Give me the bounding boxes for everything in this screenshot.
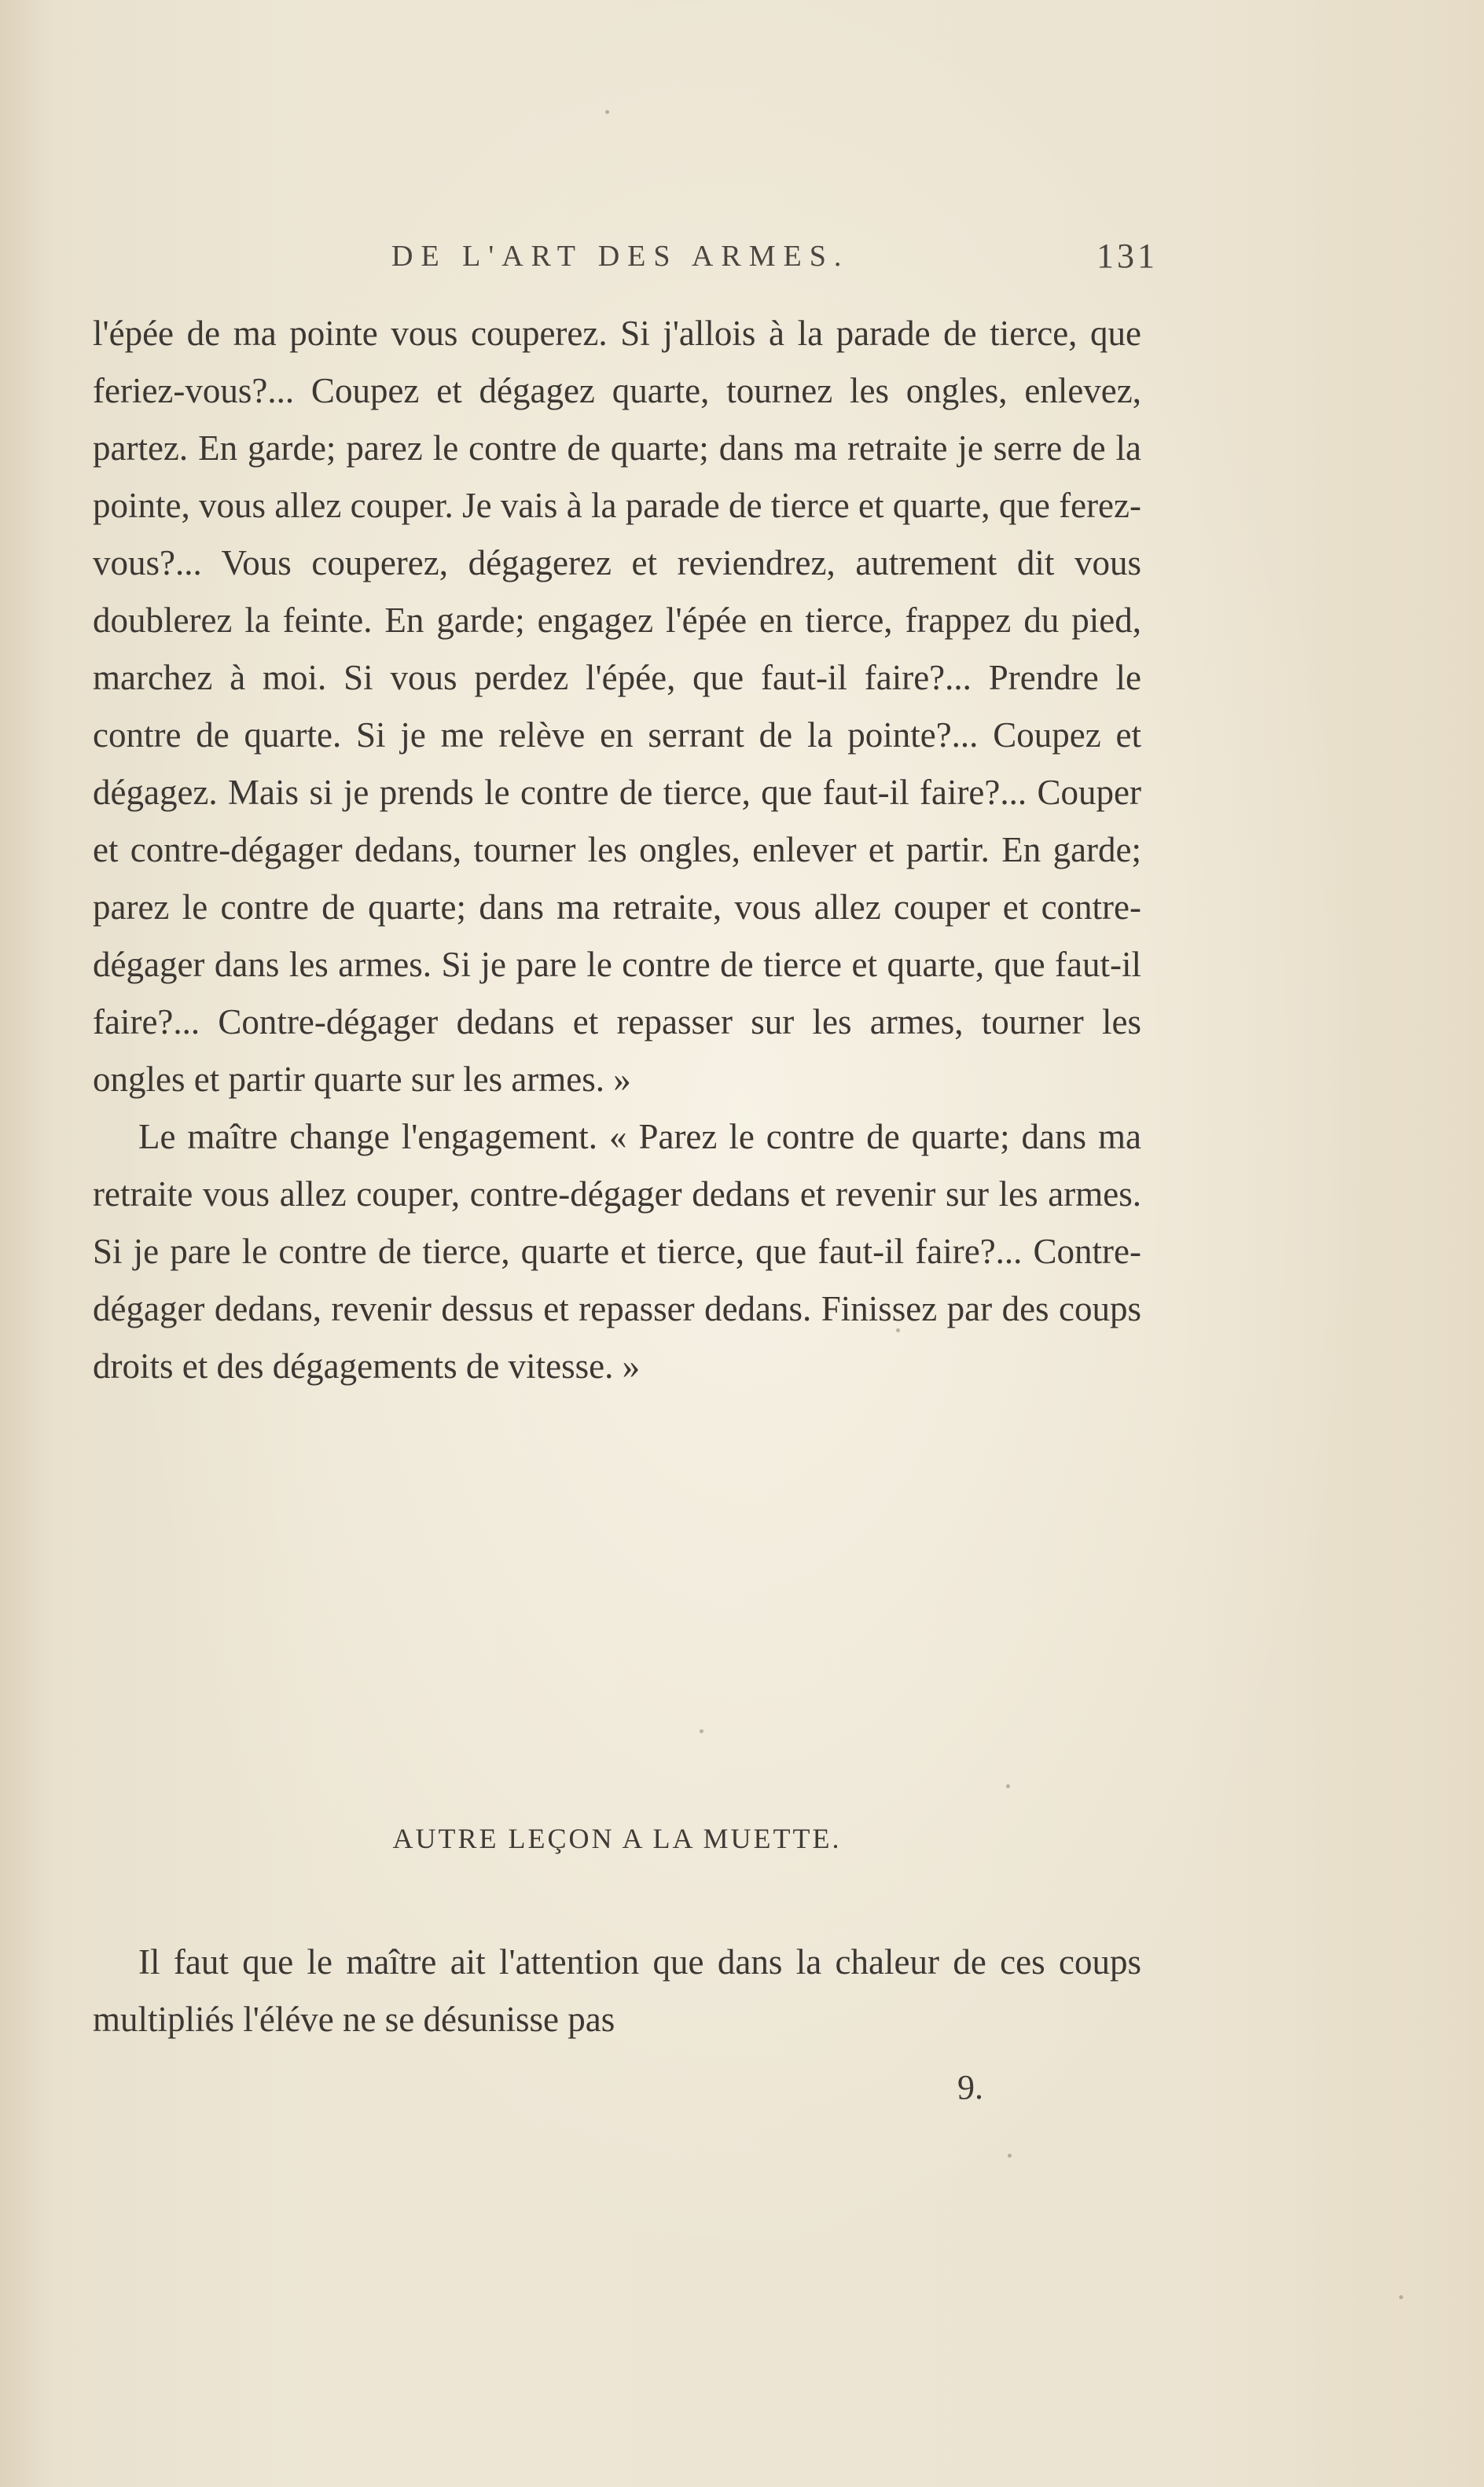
page-header <box>93 236 1158 283</box>
running-head: DE L'ART DES ARMES. <box>391 240 850 273</box>
page-number: 131 <box>1096 237 1158 275</box>
paragraph-1: l'épée de ma pointe vous couperez. Si j'allois à la parade de tierce, que feriez-vous?... Coupez et dégagez quarte, tournez les ongles, enlevez, partez. En garde; parez le contre de quarte; dans ma retraite je serre de la pointe, vous allez couper. Je vais à la parade de tierce et quarte, que ferez-vous?... Vous couperez, dégagerez et reviendrez, autrement dit vous doublerez la feinte. En garde; engagez l'épée en tierce, frappez du pied, marchez à moi. Si vous perdez l'épée, que faut-il faire?... Prendre le contre de quarte. Si je me relève en serrant de la pointe?... Coupez et dégagez. Mais si je prends le contre de tierce, que faut-il faire?... Couper et contre-dégager dedans, tourner les ongles, enlever et partir. En garde; parez le contre de quarte; dans ma retraite, vous allez couper et contre-dégager dans les armes. Si je pare le contre de tierce et quarte, que faut-il faire?... Contre-dégager dedans et repasser sur les armes, tourner les ongles et partir quarte sur les armes. » <box>93 314 1141 1099</box>
paper-speck <box>1006 1784 1010 1788</box>
section-title: AUTRE LEÇON A LA MUETTE. <box>392 1823 842 1854</box>
paragraph-2: Le maître change l'engagement. « Parez le contre de quarte; dans ma retraite vous allez couper, contre-dégager dedans et revenir sur les armes. Si je pare le contre de tierce, quarte et tierce, que faut-il faire?... Contre-dégager dedans, revenir dessus et repasser dedans. Finissez par des coups droits et des dégagements de vitesse. » <box>93 1117 1141 1386</box>
paper-speck <box>700 1729 703 1733</box>
main-text <box>93 305 1141 1395</box>
paper-speck <box>896 1328 900 1332</box>
signature-mark: 9. <box>957 2068 983 2107</box>
section-paragraph: Il faut que le maître ait l'attention que dans la chaleur de ces coups multipliés l'éléve ne se désunisse pas <box>93 1942 1141 2039</box>
paper-speck <box>1008 2154 1012 2158</box>
paper-speck <box>1399 2295 1403 2299</box>
paper-speck <box>605 110 609 114</box>
section-text <box>93 1934 1141 2048</box>
